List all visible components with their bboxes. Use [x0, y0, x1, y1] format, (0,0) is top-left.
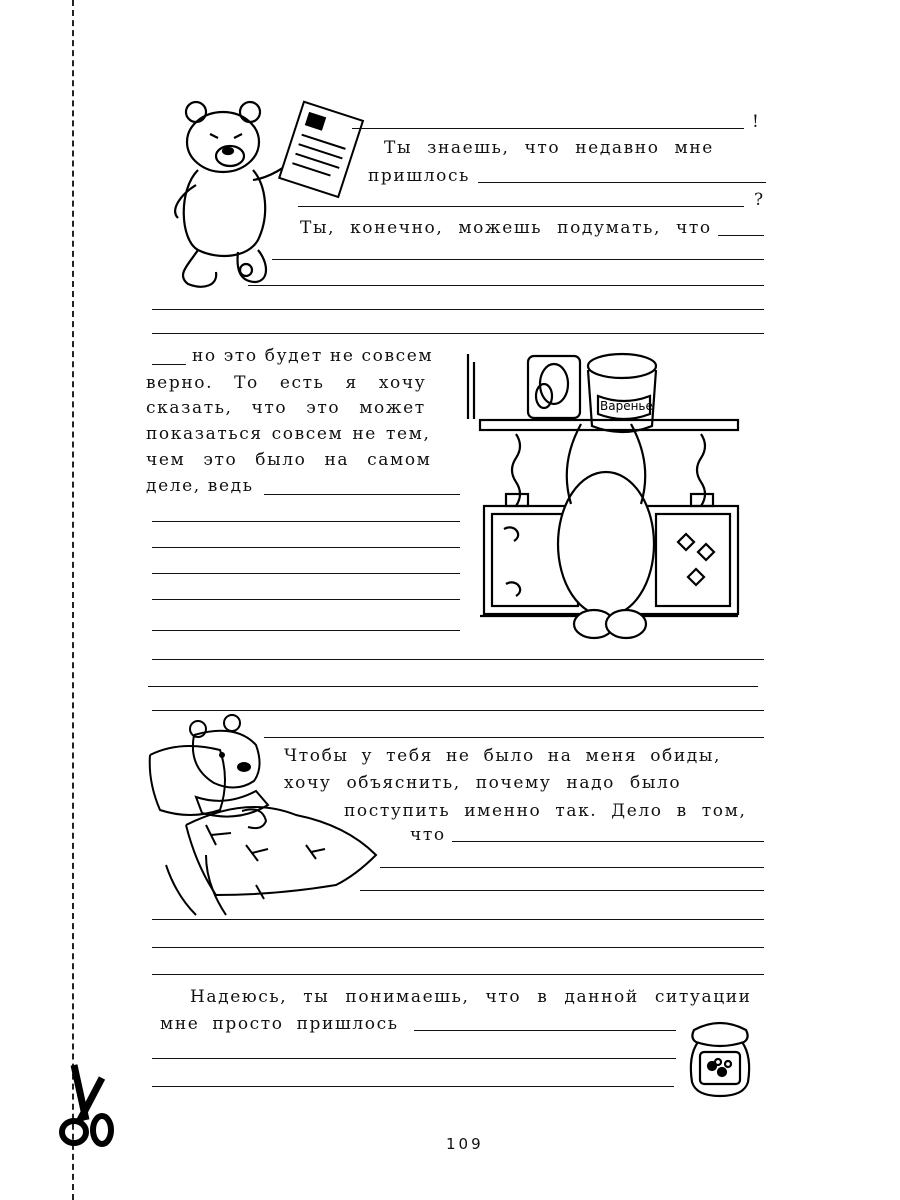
text-line: верно. То есть я хочу	[146, 373, 427, 393]
blank-line[interactable]	[152, 1086, 674, 1087]
blank-line[interactable]	[152, 1058, 676, 1059]
bear-reaching-jam-jar-illustration	[466, 344, 741, 644]
blank-line[interactable]	[360, 890, 764, 891]
text-line: Надеюсь, ты понимаешь, что в данной ситуации	[190, 987, 752, 1007]
blank-line[interactable]	[152, 333, 764, 334]
text-line: поступить именно так. Дело в том,	[344, 801, 747, 821]
blank-line[interactable]	[152, 710, 764, 711]
text-line: мне просто пришлось	[160, 1014, 399, 1034]
blank-line[interactable]	[718, 235, 764, 236]
blank-line[interactable]	[264, 494, 460, 495]
blank-line[interactable]	[152, 659, 764, 660]
blank-line[interactable]	[148, 686, 758, 687]
blank-line[interactable]	[298, 206, 744, 207]
text-line: показаться совсем не тем,	[146, 424, 431, 444]
blank-line[interactable]	[478, 182, 766, 183]
blank-line[interactable]	[152, 547, 460, 548]
cut-line	[72, 0, 74, 1200]
blank-line[interactable]	[152, 919, 764, 920]
text-line: деле, ведь	[146, 476, 254, 496]
blank-line[interactable]	[152, 599, 460, 600]
text-line: хочу объяснить, почему надо было	[284, 773, 682, 793]
blank-line[interactable]	[248, 285, 764, 286]
text-line: пришлось	[368, 166, 470, 186]
jar-label-text: Варенье	[600, 399, 653, 413]
text-line: но это будет не совсем	[192, 346, 434, 366]
exclamation-mark: !	[752, 112, 761, 132]
scissors-icon	[52, 1060, 122, 1150]
blank-line[interactable]	[272, 259, 764, 260]
blank-line[interactable]	[152, 947, 764, 948]
bear-holding-letter-illustration	[158, 100, 368, 290]
text-line: Чтобы у тебя не было на меня обиды,	[284, 746, 721, 766]
blank-line[interactable]	[452, 841, 764, 842]
text-line: что	[410, 825, 446, 845]
text-line: Ты знаешь, что недавно мне	[384, 138, 714, 158]
text-line: сказать, что это может	[146, 398, 426, 418]
blank-line[interactable]	[152, 364, 186, 365]
blank-line[interactable]	[152, 309, 764, 310]
blank-line[interactable]	[152, 630, 460, 631]
blank-line[interactable]	[414, 1030, 676, 1031]
blank-line[interactable]	[152, 521, 460, 522]
text-line: Ты, конечно, можешь подумать, что	[300, 218, 712, 238]
text-line: чем это было на самом	[146, 450, 432, 470]
blank-line[interactable]	[380, 867, 764, 868]
page-number: 109	[446, 1135, 484, 1153]
jam-jar-icon	[684, 1018, 756, 1098]
question-mark: ?	[754, 190, 765, 210]
blank-line[interactable]	[352, 128, 744, 129]
blank-line[interactable]	[264, 737, 764, 738]
blank-line[interactable]	[152, 573, 460, 574]
blank-line[interactable]	[152, 974, 764, 975]
